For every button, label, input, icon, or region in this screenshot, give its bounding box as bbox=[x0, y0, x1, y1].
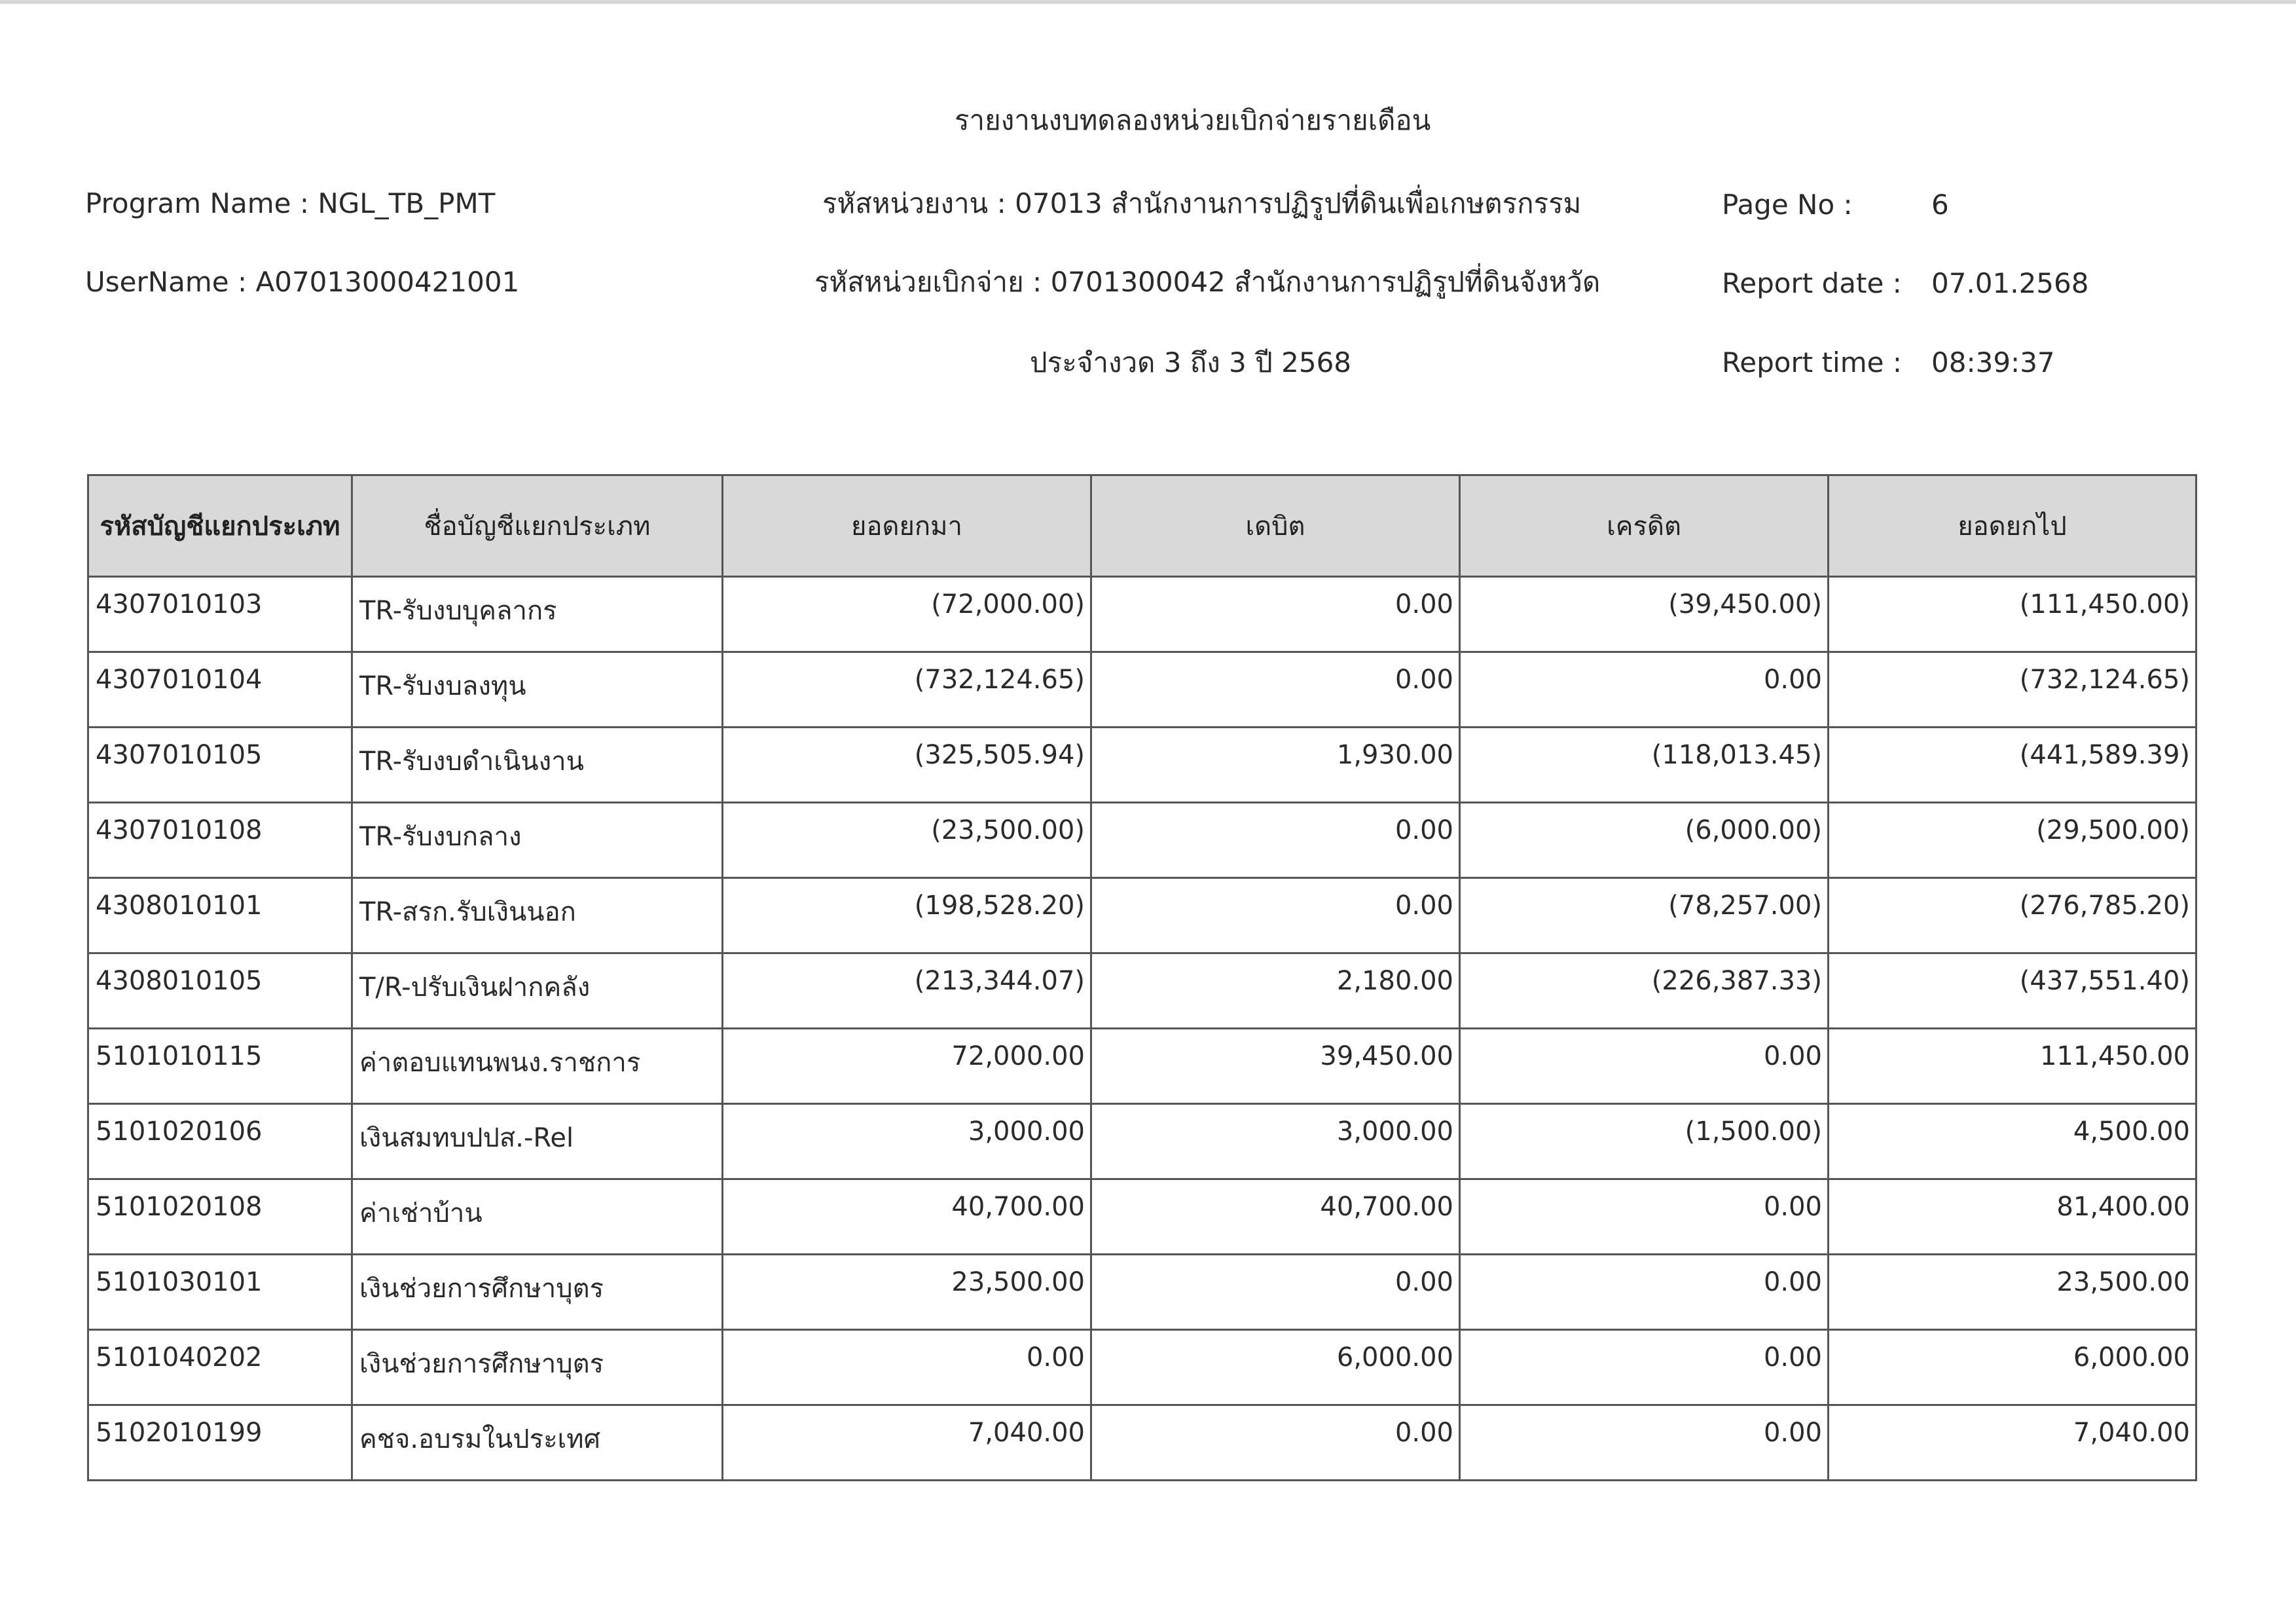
page-no-value: 6 bbox=[1931, 189, 1949, 221]
header-closing-balance: ยอดยกไป bbox=[1829, 475, 2196, 577]
opening-balance: 72,000.00 bbox=[723, 1029, 1091, 1104]
account-code: 4307010108 bbox=[88, 803, 352, 878]
table-row bbox=[88, 577, 2196, 652]
table-header-row bbox=[88, 475, 2196, 577]
closing-balance: (441,589.39) bbox=[1829, 728, 2196, 803]
table-row bbox=[88, 1179, 2196, 1255]
table-row bbox=[88, 652, 2196, 728]
report-date-label: Report date : bbox=[1722, 267, 1902, 299]
credit-amount: (1,500.00) bbox=[1460, 1104, 1829, 1179]
credit-amount: 0.00 bbox=[1460, 1179, 1829, 1255]
table-row bbox=[88, 1255, 2196, 1330]
page-no-label: Page No : bbox=[1722, 189, 1853, 221]
report-period: ประจำงวด 3 ถึง 3 ปี 2568 bbox=[1030, 346, 1352, 378]
account-code: 5101010115 bbox=[88, 1029, 352, 1104]
opening-balance: 0.00 bbox=[723, 1330, 1091, 1405]
credit-amount: 0.00 bbox=[1460, 1029, 1829, 1104]
header-credit: เครดิต bbox=[1460, 475, 1829, 577]
page-top-edge bbox=[0, 0, 2296, 4]
opening-balance: (198,528.20) bbox=[723, 878, 1091, 953]
account-code: 5102010199 bbox=[88, 1405, 352, 1481]
account-name: TR-รับงบกลาง bbox=[352, 803, 723, 878]
trial-balance-table bbox=[87, 474, 2197, 1481]
account-code: 5101030101 bbox=[88, 1255, 352, 1330]
credit-amount: 0.00 bbox=[1460, 1255, 1829, 1330]
closing-balance: (276,785.20) bbox=[1829, 878, 2196, 953]
debit-amount: 1,930.00 bbox=[1091, 728, 1460, 803]
closing-balance: (437,551.40) bbox=[1829, 953, 2196, 1029]
opening-balance: (213,344.07) bbox=[723, 953, 1091, 1029]
opening-balance: 40,700.00 bbox=[723, 1179, 1091, 1255]
credit-amount: 0.00 bbox=[1460, 1330, 1829, 1405]
report-time-label: Report time : bbox=[1722, 346, 1902, 378]
debit-amount: 3,000.00 bbox=[1091, 1104, 1460, 1179]
debit-amount: 0.00 bbox=[1091, 878, 1460, 953]
closing-balance: 7,040.00 bbox=[1829, 1405, 2196, 1481]
user-name: UserName : A07013000421001 bbox=[85, 266, 520, 298]
program-name: Program Name : NGL_TB_PMT bbox=[85, 187, 496, 219]
table-row bbox=[88, 1405, 2196, 1481]
account-code: 5101020106 bbox=[88, 1104, 352, 1179]
credit-amount: 0.00 bbox=[1460, 652, 1829, 728]
account-name: TR-รับงบดำเนินงาน bbox=[352, 728, 723, 803]
closing-balance: 4,500.00 bbox=[1829, 1104, 2196, 1179]
closing-balance: (111,450.00) bbox=[1829, 577, 2196, 652]
account-name: TR-รับงบบุคลากร bbox=[352, 577, 723, 652]
opening-balance: (23,500.00) bbox=[723, 803, 1091, 878]
opening-balance: 3,000.00 bbox=[723, 1104, 1091, 1179]
opening-balance: (325,505.94) bbox=[723, 728, 1091, 803]
credit-amount: 0.00 bbox=[1460, 1405, 1829, 1481]
header-opening-balance: ยอดยกมา bbox=[723, 475, 1091, 577]
agency-code: รหัสหน่วยงาน : 07013 สำนักงานการปฏิรูปที่ดินเพื่อเกษตรกรรม bbox=[822, 187, 1582, 219]
credit-amount: (6,000.00) bbox=[1460, 803, 1829, 878]
header-account-name: ชื่อบัญชีแยกประเภท bbox=[352, 475, 723, 577]
closing-balance: 111,450.00 bbox=[1829, 1029, 2196, 1104]
table-row bbox=[88, 803, 2196, 878]
account-code: 4307010103 bbox=[88, 577, 352, 652]
account-name: เงินช่วยการศึกษาบุตร bbox=[352, 1330, 723, 1405]
header-debit: เดบิต bbox=[1091, 475, 1460, 577]
account-name: ค่าตอบแทนพนง.ราชการ bbox=[352, 1029, 723, 1104]
table-row bbox=[88, 1330, 2196, 1405]
closing-balance: 23,500.00 bbox=[1829, 1255, 2196, 1330]
debit-amount: 0.00 bbox=[1091, 577, 1460, 652]
debit-amount: 0.00 bbox=[1091, 652, 1460, 728]
debit-amount: 6,000.00 bbox=[1091, 1330, 1460, 1405]
credit-amount: (39,450.00) bbox=[1460, 577, 1829, 652]
account-code: 5101040202 bbox=[88, 1330, 352, 1405]
header-account-code: รหัสบัญชีแยกประเภท bbox=[88, 475, 352, 577]
report-date-value: 07.01.2568 bbox=[1931, 267, 2089, 299]
table-row bbox=[88, 878, 2196, 953]
report-time-value: 08:39:37 bbox=[1931, 346, 2055, 378]
closing-balance: 6,000.00 bbox=[1829, 1330, 2196, 1405]
opening-balance: 23,500.00 bbox=[723, 1255, 1091, 1330]
debit-amount: 0.00 bbox=[1091, 803, 1460, 878]
closing-balance: (732,124.65) bbox=[1829, 652, 2196, 728]
debit-amount: 0.00 bbox=[1091, 1255, 1460, 1330]
table-row bbox=[88, 953, 2196, 1029]
account-name: ค่าเช่าบ้าน bbox=[352, 1179, 723, 1255]
account-name: เงินช่วยการศึกษาบุตร bbox=[352, 1255, 723, 1330]
report-title: รายงานงบทดลองหน่วยเบิกจ่ายรายเดือน bbox=[955, 104, 1431, 136]
debit-amount: 0.00 bbox=[1091, 1405, 1460, 1481]
account-name: T/R-ปรับเงินฝากคลัง bbox=[352, 953, 723, 1029]
account-code: 4307010105 bbox=[88, 728, 352, 803]
account-code: 4308010105 bbox=[88, 953, 352, 1029]
opening-balance: (732,124.65) bbox=[723, 652, 1091, 728]
closing-balance: (29,500.00) bbox=[1829, 803, 2196, 878]
table-row bbox=[88, 1104, 2196, 1179]
debit-amount: 2,180.00 bbox=[1091, 953, 1460, 1029]
account-name: คชจ.อบรมในประเทศ bbox=[352, 1405, 723, 1481]
table-row bbox=[88, 1029, 2196, 1104]
disbursing-unit-code: รหัสหน่วยเบิกจ่าย : 0701300042 สำนักงานการปฏิรูปที่ดินจังหวัด bbox=[814, 266, 1601, 298]
account-name: TR-รับงบลงทุน bbox=[352, 652, 723, 728]
account-code: 5101020108 bbox=[88, 1179, 352, 1255]
account-code: 4307010104 bbox=[88, 652, 352, 728]
opening-balance: 7,040.00 bbox=[723, 1405, 1091, 1481]
table-row bbox=[88, 728, 2196, 803]
debit-amount: 40,700.00 bbox=[1091, 1179, 1460, 1255]
debit-amount: 39,450.00 bbox=[1091, 1029, 1460, 1104]
credit-amount: (118,013.45) bbox=[1460, 728, 1829, 803]
account-name: TR-สรก.รับเงินนอก bbox=[352, 878, 723, 953]
closing-balance: 81,400.00 bbox=[1829, 1179, 2196, 1255]
credit-amount: (226,387.33) bbox=[1460, 953, 1829, 1029]
account-name: เงินสมทบปปส.-Rel bbox=[352, 1104, 723, 1179]
account-code: 4308010101 bbox=[88, 878, 352, 953]
credit-amount: (78,257.00) bbox=[1460, 878, 1829, 953]
opening-balance: (72,000.00) bbox=[723, 577, 1091, 652]
